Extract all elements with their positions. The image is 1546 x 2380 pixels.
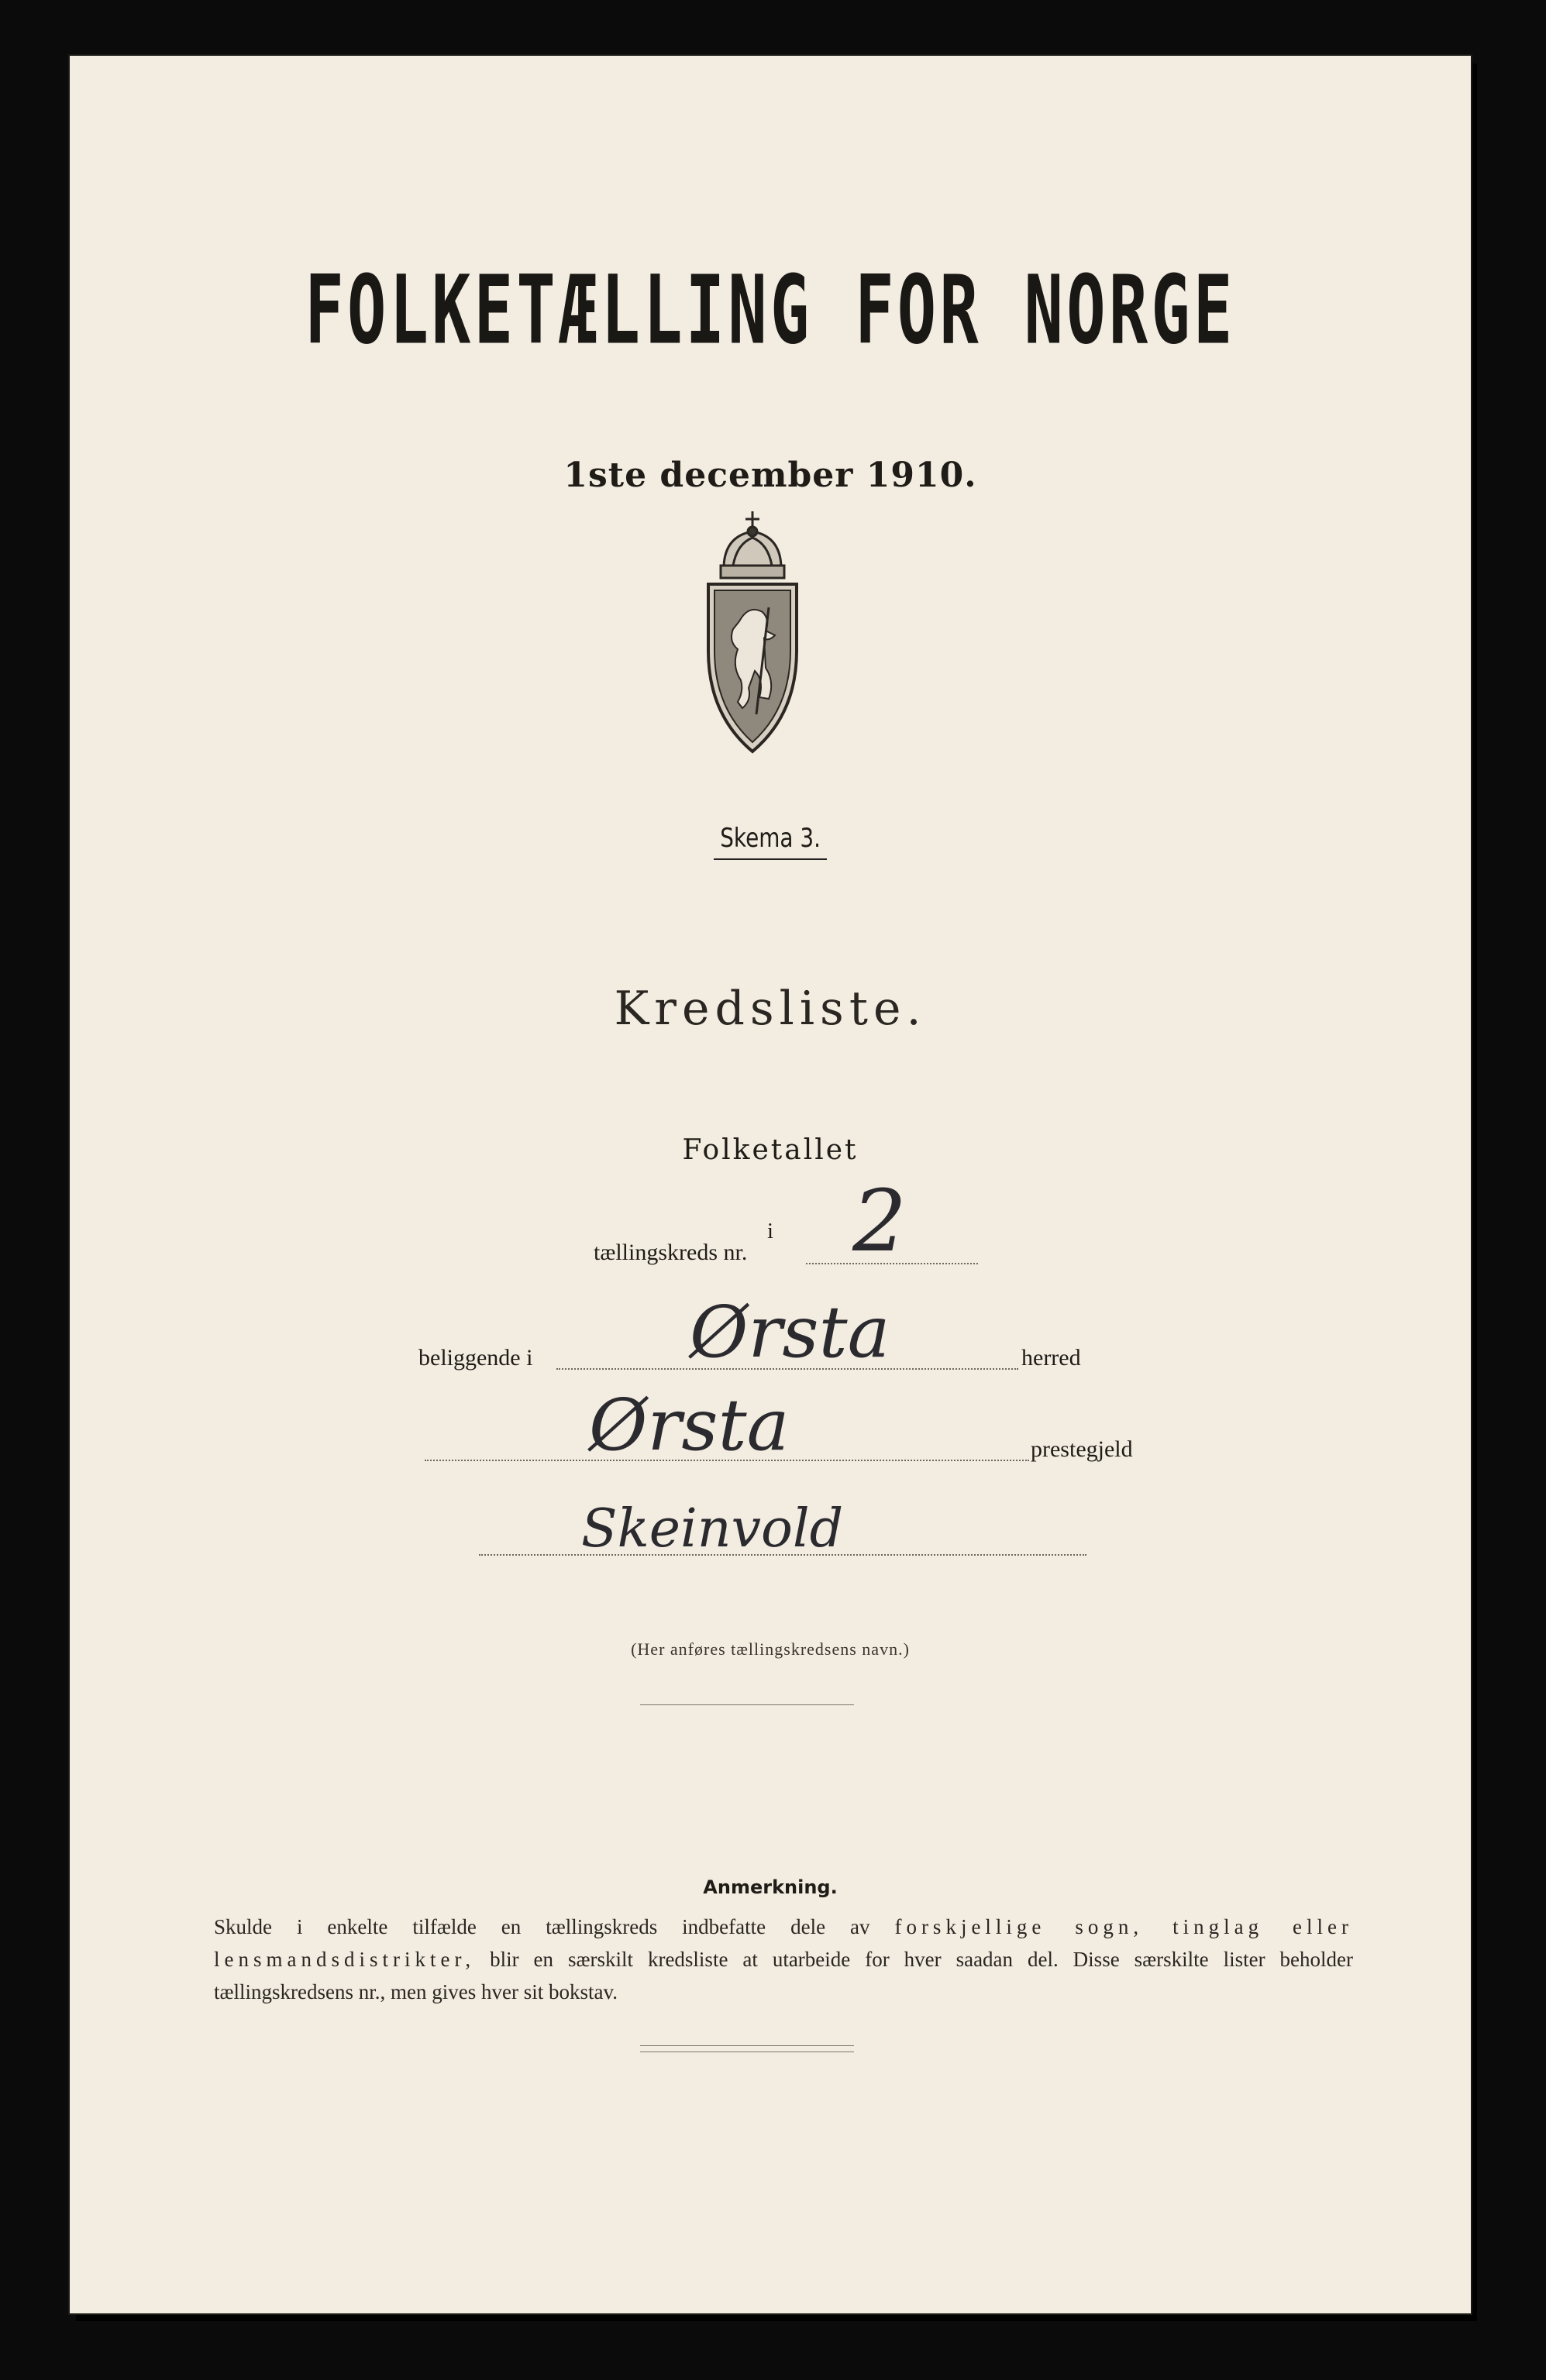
- note-title: Anmerkning.: [703, 1876, 838, 1898]
- document-heading: Kredsliste.: [614, 982, 927, 1036]
- form-title: FOLKETÆLLING FOR NORGE: [305, 256, 1236, 366]
- kreds-handwritten-value: 2: [852, 1171, 907, 1271]
- kredsnavn-handwritten-value: Skeinvold: [581, 1498, 844, 1560]
- beliggende-label: beliggende i: [418, 1345, 533, 1371]
- kredsnavn-caption: (Her anføres tællingskredsens navn.): [631, 1639, 910, 1659]
- herred-label: herred: [1021, 1345, 1081, 1371]
- folketallet-label: Folketallet: [682, 1134, 859, 1166]
- census-form-page: [70, 56, 1471, 2313]
- divider: [640, 1704, 854, 1705]
- note-text: Skulde i enkelte tilfælde en tællingskreds indbefatte dele av forskjellige sogn, tinglag eller lensmandsdistrikter, blir en særskilt kredsliste at utarbeide for hver saadan del. Disse særskilte lister beholder tællingskredsens nr., men gives hver sit bokstav.: [214, 1915, 1353, 2003]
- form-date: 1ste december 1910.: [563, 456, 977, 495]
- double-rule-top: [640, 2045, 854, 2046]
- kreds-label: tællingskreds nr.: [594, 1240, 748, 1265]
- norway-coat-of-arms-icon: [694, 505, 811, 769]
- herred-handwritten-value: Ørsta: [690, 1291, 890, 1374]
- i-label: i: [767, 1219, 773, 1243]
- schema-number: Skema 3.: [70, 823, 1471, 860]
- prestegjeld-handwritten-value: Ørsta: [589, 1384, 790, 1467]
- prestegjeld-label: prestegjeld: [1031, 1436, 1133, 1462]
